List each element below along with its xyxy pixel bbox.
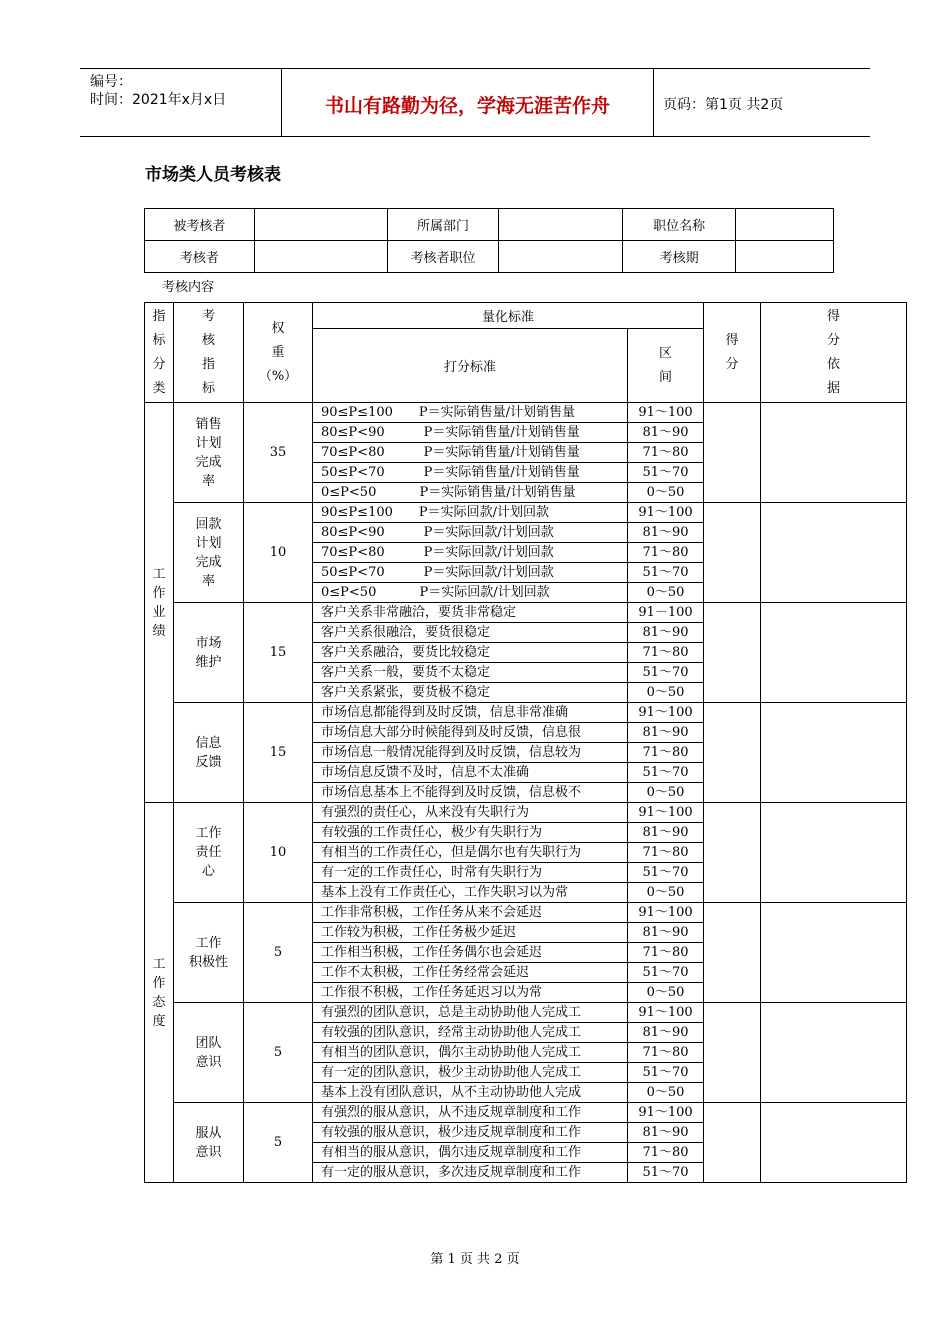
criteria-cell: 50≤P<70 P＝实际回款/计划回款	[313, 563, 628, 583]
range-cell: 81～90	[628, 723, 704, 743]
range-cell: 0～50	[628, 483, 704, 503]
indicator-name: 工作 积极性	[174, 903, 244, 1003]
basis-cell[interactable]	[761, 603, 907, 703]
indicator-weight: 5	[244, 1103, 313, 1183]
range-cell: 0～50	[628, 983, 704, 1003]
indicator-name: 工作 责任 心	[174, 803, 244, 903]
range-cell: 71～80	[628, 543, 704, 563]
basis-cell[interactable]	[761, 503, 907, 603]
criteria-cell: 0≤P<50 P＝实际销售量/计划销售量	[313, 483, 628, 503]
criteria-cell: 市场信息一般情况能得到及时反馈，信息较为	[313, 743, 628, 763]
criteria-cell: 工作非常积极，工作任务从来不会延迟	[313, 903, 628, 923]
page-footer: 第 1 页 共 2 页	[430, 1252, 520, 1267]
position-label: 职位名称	[623, 209, 736, 241]
criteria-cell: 客户关系一般，要货不太稳定	[313, 663, 628, 683]
range-cell: 0～50	[628, 583, 704, 603]
criteria-cell: 基本上没有工作责任心，工作失职习以为常	[313, 883, 628, 903]
criteria-cell: 90≤P≤100 P＝实际回款/计划回款	[313, 503, 628, 523]
range-cell: 71～80	[628, 843, 704, 863]
basis-cell[interactable]	[761, 703, 907, 803]
criteria-cell: 70≤P<80 P＝实际销售量/计划销售量	[313, 443, 628, 463]
basis-cell[interactable]	[761, 903, 907, 1003]
range-cell: 71～80	[628, 1143, 704, 1163]
range-cell: 81～90	[628, 423, 704, 443]
criteria-cell: 客户关系非常融洽，要货非常稳定	[313, 603, 628, 623]
score-cell[interactable]	[704, 903, 761, 1003]
header-scoring: 打分标准	[313, 329, 628, 403]
indicator-weight: 10	[244, 803, 313, 903]
criteria-cell: 客户关系融洽，要货比较稳定	[313, 643, 628, 663]
criteria-cell: 有相当的工作责任心，但是偶尔也有失职行为	[313, 843, 628, 863]
range-cell: 51～70	[628, 1063, 704, 1083]
criteria-cell: 基本上没有团队意识，从不主动协助他人完成	[313, 1083, 628, 1103]
table-row	[145, 1103, 907, 1123]
range-cell: 71～80	[628, 743, 704, 763]
range-cell: 81～90	[628, 623, 704, 643]
criteria-cell: 0≤P<50 P＝实际回款/计划回款	[313, 583, 628, 603]
criteria-cell: 工作较为积极，工作任务极少延迟	[313, 923, 628, 943]
examinee-value[interactable]	[254, 209, 387, 241]
category-cell: 工 作 业 绩	[145, 403, 174, 803]
basis-cell[interactable]	[761, 803, 907, 903]
criteria-cell: 有一定的服从意识，多次违反规章制度和工作	[313, 1163, 628, 1183]
header-divider	[653, 69, 654, 136]
indicator-weight: 10	[244, 503, 313, 603]
assessment-table	[144, 302, 907, 1183]
department-label: 所属部门	[387, 209, 499, 241]
range-cell: 71～80	[628, 943, 704, 963]
criteria-cell: 80≤P<90 P＝实际回款/计划回款	[313, 523, 628, 543]
examiner-value[interactable]	[254, 241, 387, 273]
content-label: 考核内容	[162, 280, 215, 295]
basis-cell[interactable]	[761, 1003, 907, 1103]
number-label: 编号：	[90, 74, 132, 90]
indicator-weight: 15	[244, 603, 313, 703]
range-cell: 51～70	[628, 963, 704, 983]
score-cell[interactable]	[704, 503, 761, 603]
indicator-weight: 5	[244, 903, 313, 1003]
criteria-cell: 市场信息基本上不能得到及时反馈，信息极不	[313, 783, 628, 803]
score-cell[interactable]	[704, 703, 761, 803]
range-cell: 51～70	[628, 863, 704, 883]
range-cell: 91～100	[628, 1103, 704, 1123]
range-cell: 91～100	[628, 903, 704, 923]
criteria-cell: 70≤P<80 P＝实际回款/计划回款	[313, 543, 628, 563]
header-basis: 得 分 依 据	[761, 303, 907, 403]
range-cell: 0～50	[628, 1083, 704, 1103]
range-cell: 81～90	[628, 823, 704, 843]
indicator-name: 信息 反馈	[174, 703, 244, 803]
criteria-cell: 有强烈的责任心，从来没有失职行为	[313, 803, 628, 823]
period-label: 考核期	[623, 241, 736, 273]
header-quant: 量化标准	[313, 303, 704, 329]
indicator-weight: 15	[244, 703, 313, 803]
header-page-label: 页码：第1页 共2页	[663, 96, 784, 113]
range-cell: 81～90	[628, 523, 704, 543]
criteria-cell: 客户关系很融洽，要货很稳定	[313, 623, 628, 643]
range-cell: 91～100	[628, 403, 704, 423]
criteria-cell: 市场信息大部分时候能得到及时反馈，信息很	[313, 723, 628, 743]
score-cell[interactable]	[704, 603, 761, 703]
examiner-position-label: 考核者职位	[387, 241, 499, 273]
criteria-cell: 有一定的工作责任心，时常有失职行为	[313, 863, 628, 883]
range-cell: 81～90	[628, 1023, 704, 1043]
range-cell: 91－100	[628, 603, 704, 623]
header-indicator: 考 核 指 标	[174, 303, 244, 403]
range-cell: 51～70	[628, 563, 704, 583]
page-header	[80, 68, 870, 137]
range-cell: 71～80	[628, 443, 704, 463]
header-motto: 书山有路勤为径，学海无涯苦作舟	[324, 95, 610, 117]
range-cell: 0～50	[628, 783, 704, 803]
range-cell: 71～80	[628, 1043, 704, 1063]
range-cell: 71～80	[628, 643, 704, 663]
table-row	[145, 503, 907, 523]
info-table	[144, 208, 834, 273]
criteria-cell: 工作相当积极，工作任务偶尔也会延迟	[313, 943, 628, 963]
criteria-cell: 90≤P≤100 P＝实际销售量/计划销售量	[313, 403, 628, 423]
header-range: 区 间	[628, 329, 704, 403]
criteria-cell: 80≤P<90 P＝实际销售量/计划销售量	[313, 423, 628, 443]
range-cell: 81～90	[628, 1123, 704, 1143]
range-cell: 0～50	[628, 883, 704, 903]
criteria-cell: 工作很不积极，工作任务延迟习以为常	[313, 983, 628, 1003]
time-label: 时间：2021年x月x日	[90, 92, 227, 108]
criteria-cell: 有较强的工作责任心，极少有失职行为	[313, 823, 628, 843]
table-row	[145, 1003, 907, 1023]
examiner-label: 考核者	[145, 241, 255, 273]
indicator-name: 市场 维护	[174, 603, 244, 703]
range-cell: 91～100	[628, 503, 704, 523]
score-cell[interactable]	[704, 803, 761, 903]
score-cell[interactable]	[704, 403, 761, 503]
indicator-name: 销售 计划 完成 率	[174, 403, 244, 503]
criteria-cell: 有较强的服从意识，极少违反规章制度和工作	[313, 1123, 628, 1143]
page-title: 市场类人员考核表	[145, 165, 281, 185]
range-cell: 51～70	[628, 463, 704, 483]
criteria-cell: 市场信息都能得到及时反馈，信息非常准确	[313, 703, 628, 723]
indicator-name: 回款 计划 完成 率	[174, 503, 244, 603]
basis-cell[interactable]	[761, 1103, 907, 1183]
table-row	[145, 403, 907, 423]
indicator-weight: 35	[244, 403, 313, 503]
range-cell: 51～70	[628, 663, 704, 683]
range-cell: 81～90	[628, 923, 704, 943]
department-value[interactable]	[499, 209, 623, 241]
indicator-weight: 5	[244, 1003, 313, 1103]
range-cell: 91～100	[628, 803, 704, 823]
header-left	[90, 73, 226, 109]
criteria-cell: 有一定的团队意识，极少主动协助他人完成工	[313, 1063, 628, 1083]
criteria-cell: 有强烈的服从意识，从不违反规章制度和工作	[313, 1103, 628, 1123]
criteria-cell: 有强烈的团队意识，总是主动协助他人完成工	[313, 1003, 628, 1023]
range-cell: 0～50	[628, 683, 704, 703]
table-row	[145, 803, 907, 823]
position-value[interactable]	[736, 209, 834, 241]
criteria-cell: 50≤P<70 P＝实际销售量/计划销售量	[313, 463, 628, 483]
header-score: 得 分	[704, 303, 761, 403]
criteria-cell: 有相当的团队意识，偶尔主动协助他人完成工	[313, 1043, 628, 1063]
period-value[interactable]	[736, 241, 834, 273]
range-cell: 91～100	[628, 703, 704, 723]
table-row	[145, 903, 907, 923]
score-cell[interactable]	[704, 1003, 761, 1103]
header-category: 指 标 分 类	[145, 303, 174, 403]
criteria-cell: 客户关系紧张，要货极不稳定	[313, 683, 628, 703]
examinee-label: 被考核者	[145, 209, 255, 241]
range-cell: 51～70	[628, 1163, 704, 1183]
criteria-cell: 工作不太积极，工作任务经常会延迟	[313, 963, 628, 983]
range-cell: 91～100	[628, 1003, 704, 1023]
table-row	[145, 703, 907, 723]
category-cell: 工 作 态 度	[145, 803, 174, 1183]
criteria-cell: 有相当的服从意识，偶尔违反规章制度和工作	[313, 1143, 628, 1163]
indicator-name: 团队 意识	[174, 1003, 244, 1103]
range-cell: 51～70	[628, 763, 704, 783]
criteria-cell: 有较强的团队意识，经常主动协助他人完成工	[313, 1023, 628, 1043]
header-weight: 权 重 （%）	[244, 303, 313, 403]
examiner-position-value[interactable]	[499, 241, 623, 273]
table-row	[145, 603, 907, 623]
criteria-cell: 市场信息反馈不及时，信息不太准确	[313, 763, 628, 783]
indicator-name: 服从 意识	[174, 1103, 244, 1183]
score-cell[interactable]	[704, 1103, 761, 1183]
basis-cell[interactable]	[761, 403, 907, 503]
